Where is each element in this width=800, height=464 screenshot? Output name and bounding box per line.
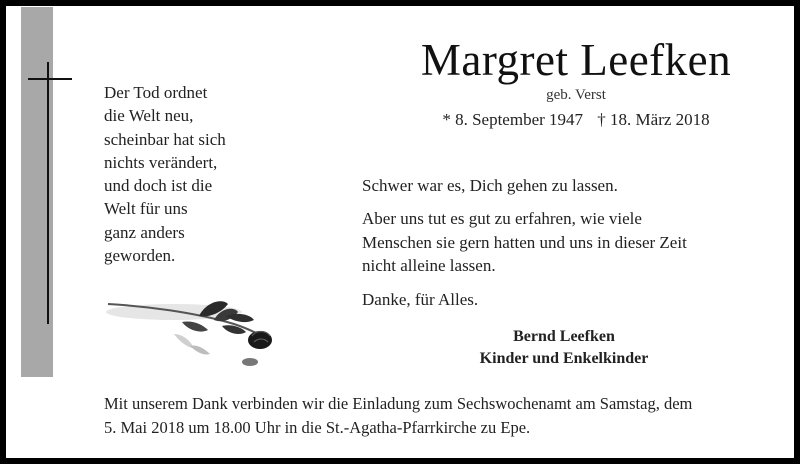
poem [104,81,226,267]
poem-line: und doch ist die [104,176,213,196]
poem-line: scheinbar hat sich [104,129,226,149]
poem-line: die Welt neu, [104,106,194,126]
message-paragraph [362,207,687,277]
poem-line: Der Tod ordnet [104,83,208,102]
rose-image [104,290,284,376]
poem-line: nichts verändert, [104,152,218,172]
invitation-text [104,392,692,439]
signer-line: Bernd Leefken [513,328,615,345]
birth-date: * 8. September 1947 [442,110,584,129]
signer-line: Kinder und Enkelkinder [479,350,649,367]
deceased-name: Margret Leefken [420,35,732,85]
obituary-notice [6,6,794,458]
message-line: nicht alleine lassen. [362,256,496,276]
death-date: † 18. März 2018 [597,110,710,129]
signers [442,326,686,370]
invitation-line: Mit unserem Dank verbinden wir die Einladung zum Sechswochenamt am Samstag, dem [104,394,693,413]
birth-name: geb. Verst [546,87,606,103]
life-dates [396,110,756,130]
poem-line: geworden. [104,246,176,266]
message-line: Aber uns tut es gut zu erfahren, wie viele [362,209,642,229]
poem-line: Welt für uns [104,199,188,219]
message-paragraph: Schwer war es, Dich gehen zu lassen. [362,176,618,195]
message-paragraph: Danke, für Alles. [362,289,479,309]
message-text [362,174,687,321]
poem-line: ganz anders [104,222,185,242]
invitation-line: 5. Mai 2018 um 18.00 Uhr in die St.-Agatha-Pfarrkirche zu Epe. [104,417,531,437]
message-line: Menschen sie gern hatten und uns in dieser Zeit [362,232,687,252]
